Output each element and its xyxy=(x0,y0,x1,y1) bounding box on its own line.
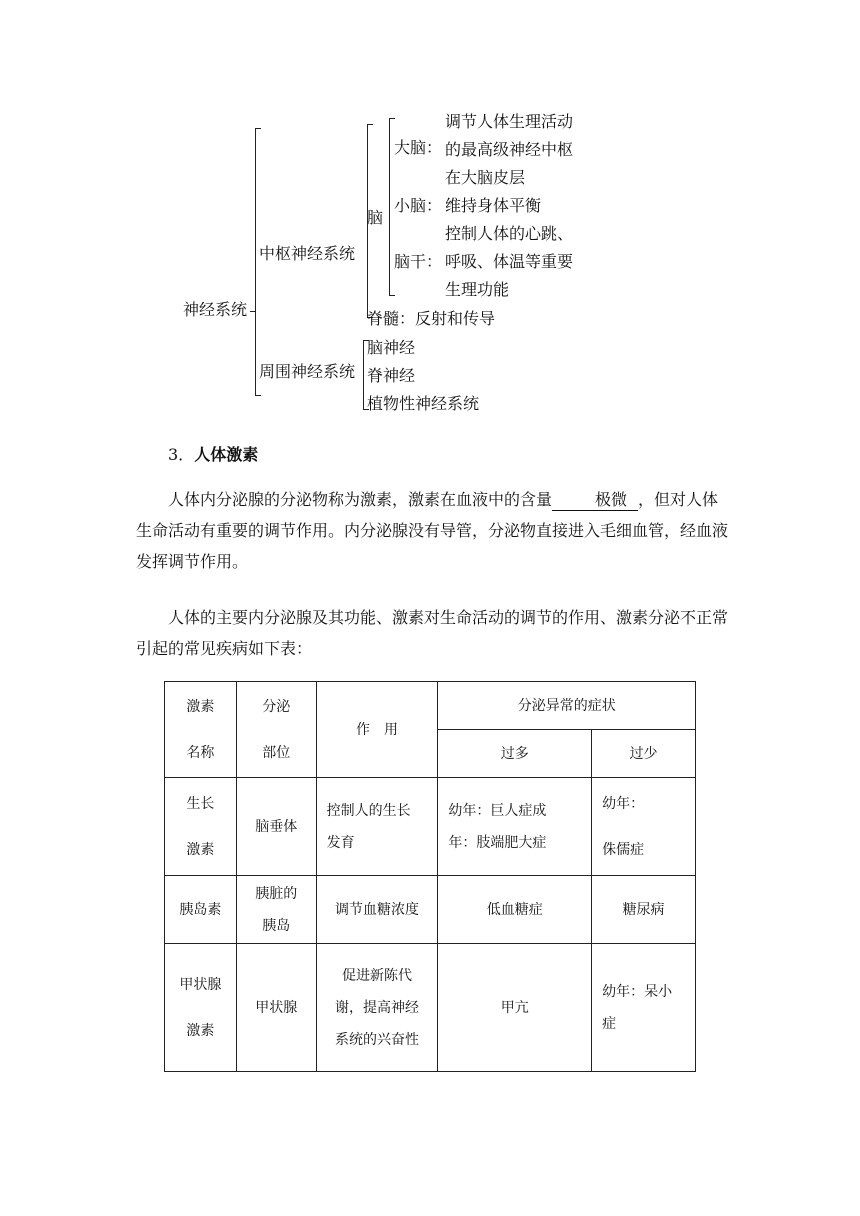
section-title: 人体激素 xyxy=(194,445,259,464)
section-heading xyxy=(168,442,258,465)
tree-spinal: 脊髓：反射和传导 xyxy=(367,309,496,328)
brainstem-desc-3: 生理功能 xyxy=(445,280,510,299)
cerebrum-desc-3: 在大脑皮层 xyxy=(445,168,526,187)
peripheral-item-1: 脑神经 xyxy=(367,338,416,357)
peripheral-item-3: 植物性神经系统 xyxy=(367,394,480,413)
paragraph-table-intro: 人体的主要内分泌腺及其功能、激素对生命活动的调节的作用、激素分泌不正常引起的常见疾病如下表： xyxy=(136,608,729,658)
tree-root: 神经系统 xyxy=(183,300,248,319)
brainstem-desc-2: 呼吸、体温等重要 xyxy=(445,252,574,271)
hormone-table xyxy=(164,681,696,1072)
table-row: 甲状腺 激素 甲状腺 促进新陈代 谢，提高神经 系统的兴奋性 甲亢 幼年：呆小 症 xyxy=(165,944,696,1072)
cerebrum-desc-2: 的最高级神经中枢 xyxy=(445,140,574,159)
section-number: 3． xyxy=(168,445,195,464)
brainstem-desc-1: 控制人体的心跳、 xyxy=(445,224,574,243)
header-site: 分泌 部位 xyxy=(236,682,316,778)
tree-peripheral: 周围神经系统 xyxy=(259,362,356,381)
header-excess: 过多 xyxy=(438,730,592,778)
table-row: 胰岛素 胰脏的 胰岛 调节血糖浓度 低血糖症 糖尿病 xyxy=(165,876,696,944)
cerebrum-desc-1: 调节人体生理活动 xyxy=(445,112,574,131)
brainstem-label: 脑干： xyxy=(394,252,443,271)
header-deficiency: 过少 xyxy=(592,730,696,778)
peripheral-item-2: 脊神经 xyxy=(367,366,416,385)
header-name: 激素 名称 xyxy=(165,682,237,778)
header-function: 作 用 xyxy=(316,682,438,778)
tree-central: 中枢神经系统 xyxy=(259,244,356,263)
answer-blank: 极微 xyxy=(552,490,638,511)
paragraph-hormone-definition: 人体内分泌腺的分泌物称为激素，激素在血液中的含量 极微 ，但对人体生命活动有重要的调节作用。内分泌腺没有导管，分泌物直接进入毛细血管，经血液发挥调节作用。 xyxy=(136,490,729,571)
cerebrum-label: 大脑： xyxy=(394,138,443,157)
cerebellum-desc: 维持身体平衡 xyxy=(445,196,542,215)
header-abnormal: 分泌异常的症状 xyxy=(438,682,696,730)
cerebellum-label: 小脑： xyxy=(394,196,443,215)
table-row: 生长 激素 脑垂体 控制人的生长 发育 幼年：巨人症成 年：肢端肥大症 幼年： 侏儒症 xyxy=(165,778,696,876)
tree-brain: 脑 xyxy=(367,208,384,227)
